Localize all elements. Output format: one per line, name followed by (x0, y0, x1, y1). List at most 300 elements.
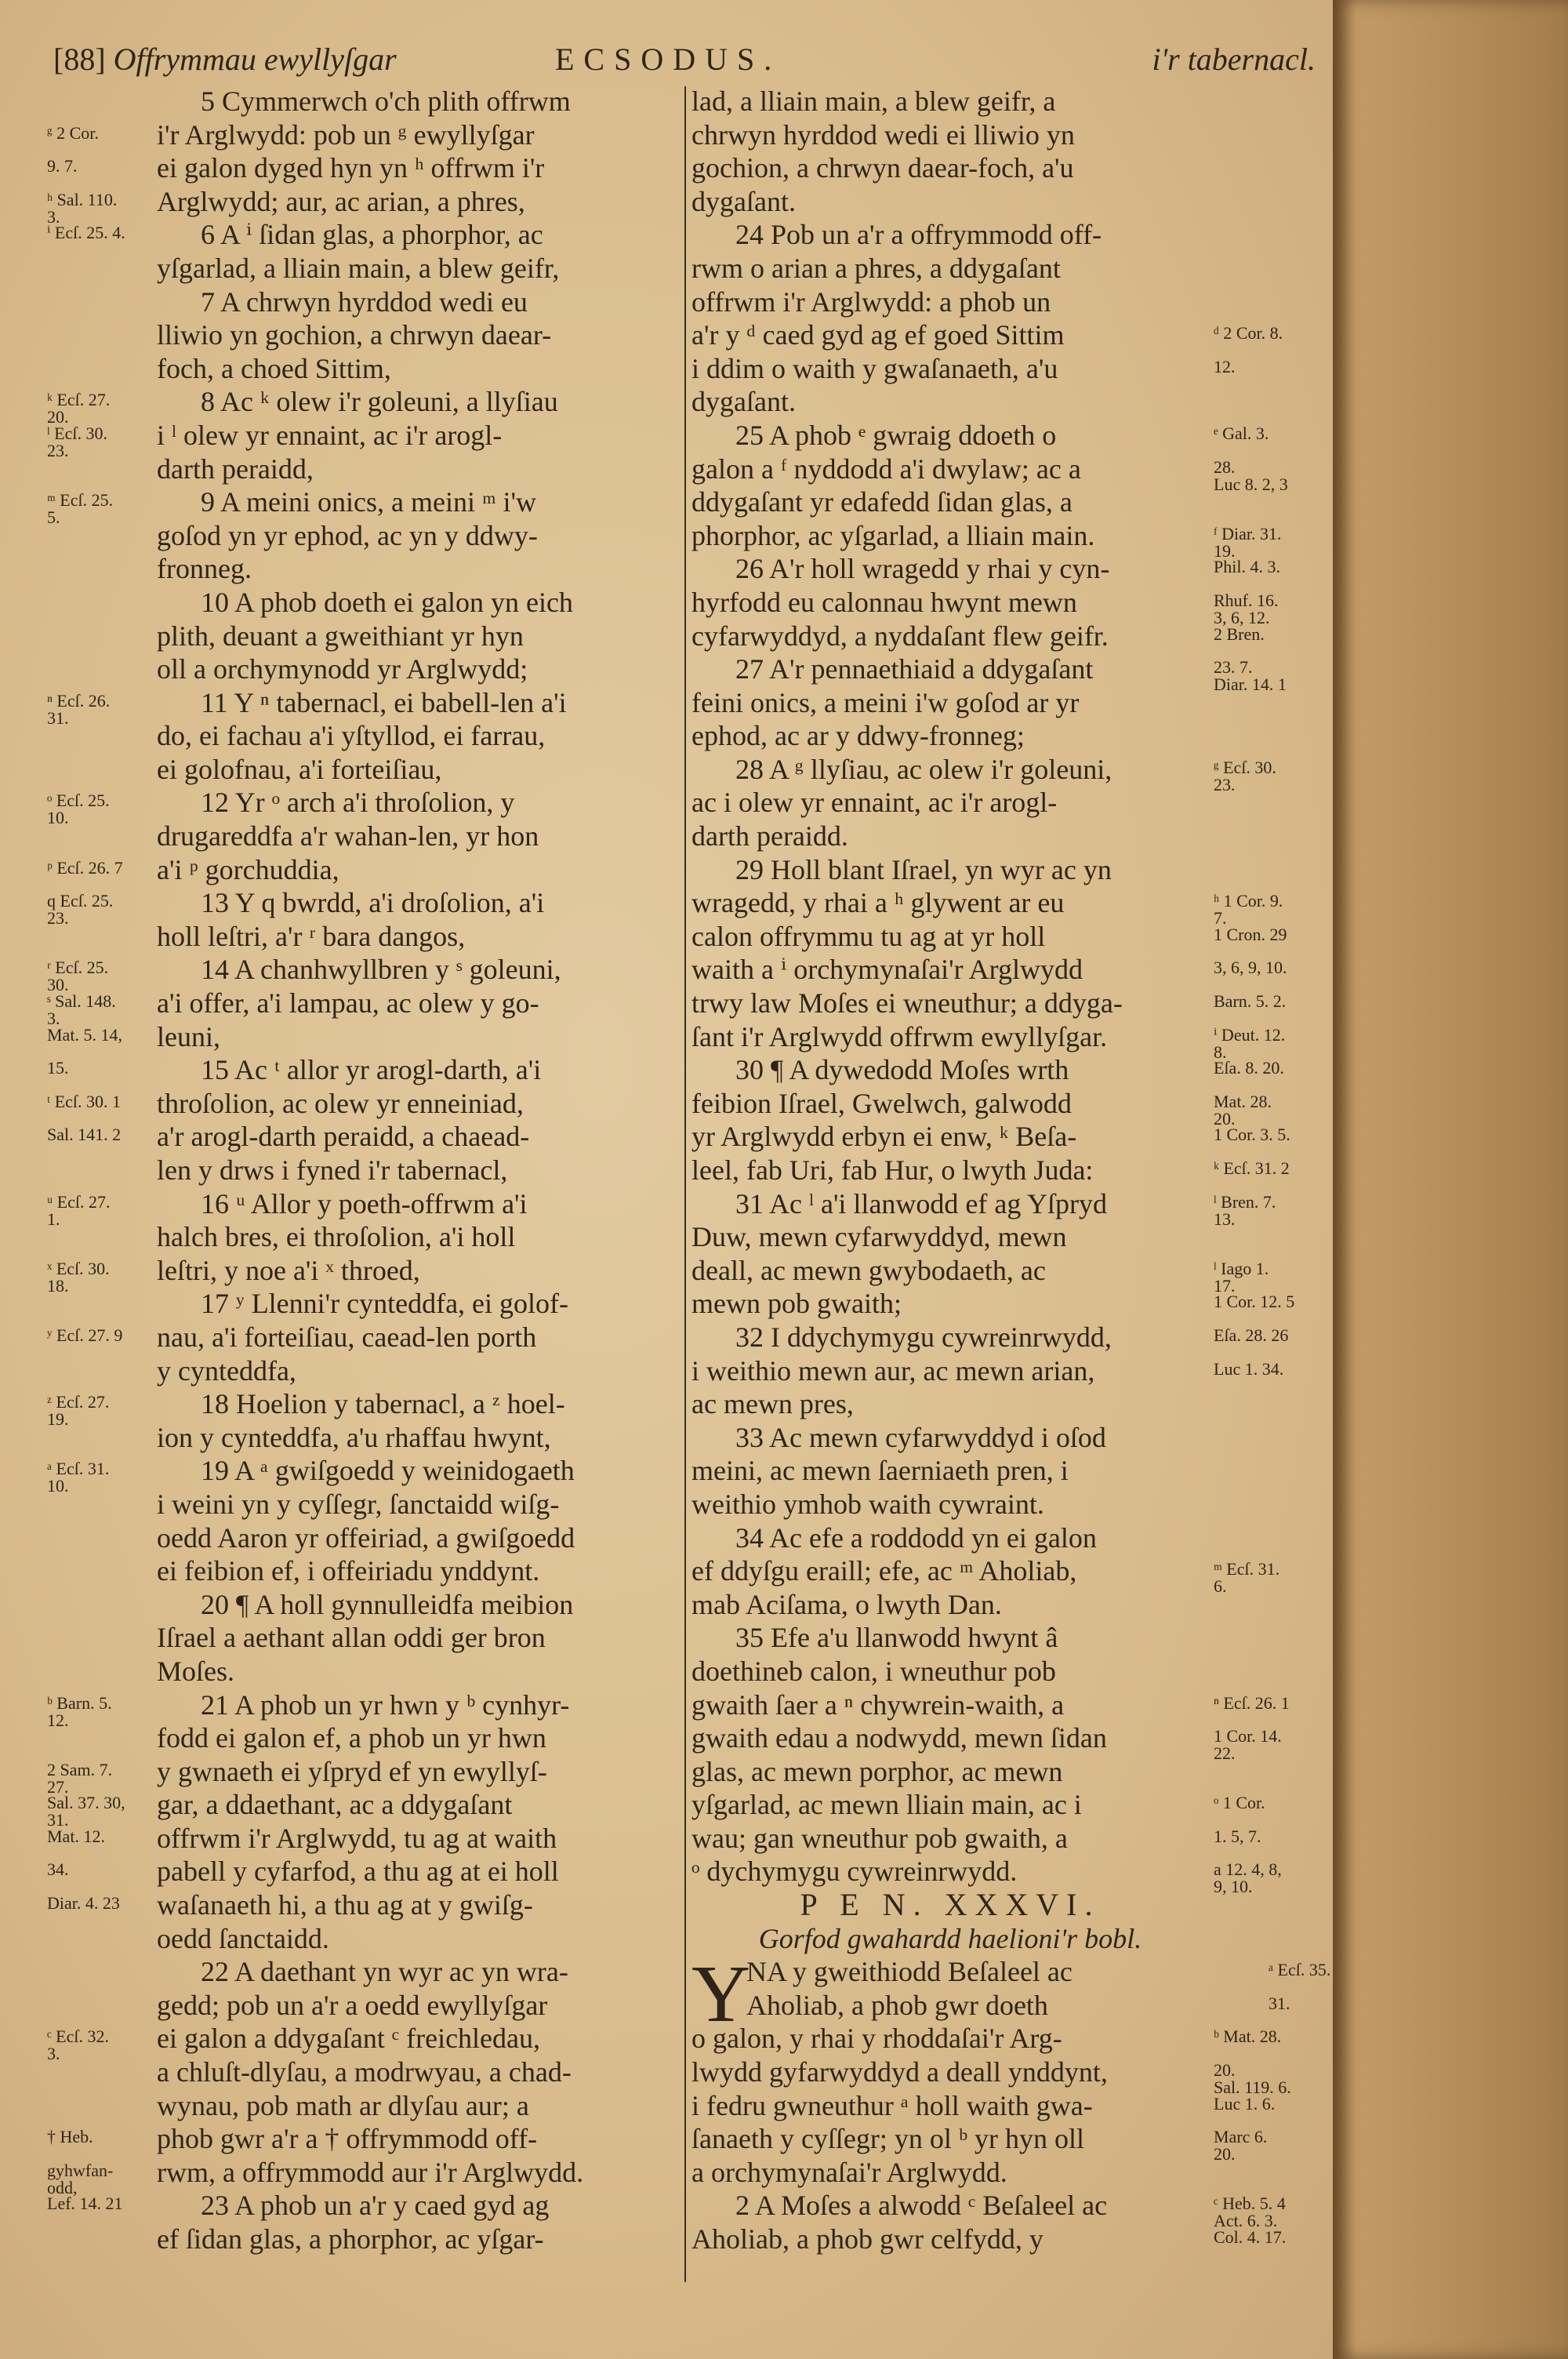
verse-line: 14 A chanhwyllbren y ˢ goleuni, (201, 954, 561, 986)
margin-reference (1209, 385, 1331, 419)
margin-reference: ᵈ 2 Cor. 8. (1214, 323, 1283, 343)
margin-reference (1209, 1888, 1331, 1922)
margin-reference: 2 Bren. (1214, 623, 1265, 644)
verse-line: 23 A phob un a'r y caed gyd ag (201, 2190, 550, 2222)
verse-line: hyrfodd eu calonnau hwynt mewn (691, 586, 1077, 618)
margin-reference (47, 1655, 157, 1688)
verse-line: wragedd, y rhai a ʰ glywent ar eu (691, 887, 1065, 919)
text-line (47, 185, 682, 227)
margin-reference (1209, 1922, 1331, 1956)
text-line (47, 1989, 682, 2023)
verse-line: leſtri, y noe a'i ˣ throed, (157, 1254, 420, 1286)
margin-reference: ᵖ Ecſ. 26. 7 (47, 857, 123, 878)
margin-reference (47, 820, 157, 853)
text-line (691, 1655, 1327, 1688)
text-line (47, 586, 682, 620)
chapter-summary: Gorfod gwahardd haelioni'r bobl. (758, 1922, 1142, 1954)
text-line (691, 1220, 1327, 1254)
verse-line: 16 ᵘ Allor y poeth-offrwm a'i (201, 1187, 528, 1219)
text-line (47, 1454, 682, 1496)
margin-reference: 1 Cron. 29 (1214, 924, 1287, 944)
verse-line: gwaith ſaer a ⁿ chywrein-waith, a (691, 1688, 1065, 1721)
verse-line: feini onics, a meini i'w goſod ar yr (691, 686, 1080, 718)
margin-reference (47, 453, 157, 486)
text-line (691, 1822, 1327, 1856)
text-line (691, 1788, 1327, 1822)
text-line (47, 953, 682, 995)
text-line (691, 586, 1327, 627)
margin-reference (47, 552, 157, 586)
margin-reference: 20. Sal. 119. 6. (1214, 2060, 1291, 2098)
verse-line: darth peraidd. (691, 820, 848, 852)
text-line (47, 1688, 682, 1730)
verse-line: rwm o arian a phres, a ddygaſant (691, 252, 1061, 284)
verse-line: 11 Y ⁿ tabernacl, ei babell-len a'i (201, 686, 567, 718)
margin-reference: ˡ Iago 1. 17. (1214, 1258, 1269, 1296)
text-line (47, 1655, 682, 1688)
margin-reference (47, 1989, 157, 2023)
verse-line: i fedru gwneuthur ᵃ holl waith gwa- (691, 2089, 1093, 2121)
margin-reference (1209, 1220, 1331, 1254)
verse-line: 27 A'r pennaethiaid a ddygaſant (735, 653, 1094, 685)
margin-reference: 34. (47, 1859, 69, 1880)
verse-line: waſanaeth hi, a thu ag at y gwiſg- (157, 1889, 533, 1921)
right-running-title: i'r tabernacl. (1152, 42, 1316, 77)
text-line (691, 285, 1327, 319)
text-line (691, 1488, 1327, 1521)
verse-line: 15 Ac ᵗ allor yr arogl-darth, a'i (201, 1054, 542, 1086)
margin-reference: ˡ Bren. 7. 13. (1214, 1191, 1276, 1229)
margin-reference (47, 1955, 157, 1989)
text-line (691, 1053, 1327, 1087)
margin-reference: ᵏ Ecſ. 27. 20. (47, 390, 111, 427)
verse-line: fronneg. (157, 553, 252, 585)
margin-reference (1209, 285, 1331, 319)
verse-line: 21 A phob un yr hwn y ᵇ cynhyr- (201, 1688, 570, 1721)
text-line (47, 1421, 682, 1455)
verse-line: do, ei fachau a'i yſtyllod, ei farrau, (157, 720, 546, 752)
text-line (47, 1120, 682, 1154)
margin-reference (1209, 85, 1331, 118)
margin-reference: Mat. 12. (47, 1826, 105, 1846)
verse-line: galon a ᶠ nyddodd a'i dwylaw; ac a (691, 453, 1081, 485)
verse-line: 9 A meini onics, a meini ᵐ i'w (201, 486, 537, 518)
text-line (47, 85, 682, 118)
text-line (47, 1755, 682, 1797)
verse-line: foch, a choed Sittim, (157, 352, 391, 384)
margin-reference: 1 Cor. 12. 5 (1214, 1292, 1295, 1312)
margin-reference (1209, 719, 1331, 753)
verse-line: 24 Pob un a'r a offrymmodd off- (735, 219, 1102, 251)
verse-line: ei golofnau, a'i forteiſiau, (157, 753, 442, 785)
margin-reference: Col. 4. 17. (1214, 2227, 1287, 2247)
margin-reference: a 12. 4, 8, 9, 10. (1214, 1859, 1282, 1897)
margin-reference (47, 285, 157, 319)
margin-reference (1209, 1621, 1331, 1655)
margin-reference (47, 1922, 157, 1956)
text-line (47, 285, 682, 319)
text-line (691, 2189, 1327, 2231)
text-line (47, 552, 682, 586)
text-line (691, 1154, 1327, 1187)
text-line (691, 1688, 1327, 1722)
text-line (691, 1187, 1327, 1229)
text-line (47, 1922, 682, 1956)
text-line (47, 2223, 682, 2256)
text-line (47, 2122, 682, 2156)
margin-reference (47, 920, 157, 954)
margin-reference: 3, 6, 9, 10. (1214, 958, 1287, 978)
right-column (691, 85, 1331, 2256)
text-line (47, 686, 682, 728)
verse-line: NA y gweithiodd Beſaleel ac (746, 1956, 1073, 1988)
verse-line: o galon, y rhai y rhoddaſai'r Arg- (691, 2023, 1062, 2055)
text-line (691, 1855, 1327, 1897)
verse-line: chrwyn hyrddod wedi ei lliwio yn (691, 118, 1075, 151)
margin-reference: ᵘ Ecſ. 27. 1. (47, 1191, 111, 1229)
verse-line: 10 A phob doeth ei galon yn eich (201, 586, 573, 618)
verse-line: oedd ſanctaidd. (157, 1922, 329, 1954)
verse-line: 17 ʸ Llenni'r cynteddfa, ei golof- (201, 1288, 569, 1320)
verse-line: Aholiab, a phob gwr doeth (746, 1989, 1048, 2021)
text-line (691, 2055, 1327, 2098)
verse-line: ephod, ac ar y ddwy-fronneg; (691, 720, 1025, 752)
text-line (47, 1521, 682, 1555)
text-line (691, 820, 1327, 853)
verse-line: a orchymynaſai'r Arglwydd. (691, 2156, 1007, 2188)
margin-reference (1209, 118, 1331, 152)
verse-line: ſanaeth y cyſſegr; yn ol ᵇ yr hyn oll (691, 2123, 1085, 2155)
margin-reference: Eſa. 28. 26 (1214, 1325, 1289, 1345)
margin-reference (47, 1621, 157, 1655)
margin-reference (47, 1287, 157, 1321)
text-line (691, 920, 1327, 954)
text-line (47, 151, 682, 185)
margin-reference (47, 652, 157, 686)
text-line (691, 886, 1327, 929)
margin-reference (47, 719, 157, 753)
text-line (691, 185, 1327, 219)
text-line (47, 1220, 682, 1254)
margin-reference (1209, 1387, 1331, 1421)
verse-line: i weini yn y cyſſegr, ſanctaidd wiſg- (157, 1488, 560, 1520)
margin-reference (47, 352, 157, 386)
verse-line: 30 ¶ A dywedodd Moſes wrth (735, 1054, 1069, 1086)
margin-reference (1209, 686, 1331, 720)
text-line (47, 519, 682, 553)
margin-reference: Eſa. 8. 20. (1214, 1058, 1284, 1078)
verse-line: a'r y ᵈ caed gyd ag ef goed Sittim (691, 319, 1065, 351)
page-number-text: [88] (53, 42, 106, 77)
margin-reference: ᵃ Ecſ. 31. 10. (47, 1459, 110, 1496)
text-line (691, 987, 1327, 1020)
margin-reference: 15. (47, 1058, 69, 1078)
margin-reference: ʰ Sal. 110. 3. (47, 189, 118, 227)
text-line (691, 753, 1327, 794)
margin-reference: 28. Luc 8. 2, 3 (1214, 456, 1288, 494)
verse-line: a'r arogl-darth peraidd, a chaead- (157, 1121, 530, 1153)
text-line (47, 1321, 682, 1354)
verse-line: lwydd gyfarwyddyd a deall ynddynt, (691, 2056, 1108, 2088)
text-line (691, 2223, 1327, 2256)
margin-reference (47, 252, 157, 285)
text-line (691, 1020, 1327, 1062)
text-line (47, 2089, 682, 2123)
verse-line: 35 Efe a'u llanwodd hwynt â (735, 1622, 1058, 1654)
verse-line: 34 Ac efe a roddodd yn ei galon (735, 1521, 1097, 1554)
verse-line: 8 Ac ᵏ olew i'r goleuni, a llyſiau (201, 386, 558, 418)
text-line (691, 419, 1327, 453)
margin-reference: ʸ Ecſ. 27. 9 (47, 1325, 123, 1345)
text-line (691, 485, 1327, 519)
text-line (691, 2156, 1327, 2190)
verse-line: gwaith edau a nodwydd, mewn ſidan (691, 1722, 1107, 1754)
text-line (691, 2022, 1327, 2055)
margin-reference (47, 318, 157, 352)
verse-line: calon offrymmu tu ag at yr holl (691, 920, 1046, 952)
text-line (691, 1554, 1327, 1597)
text-line (691, 519, 1327, 561)
text-line (47, 1554, 682, 1588)
text-line (47, 886, 682, 929)
margin-reference: 12. (1214, 356, 1236, 376)
text-line (691, 1621, 1327, 1655)
margin-reference (47, 519, 157, 553)
margin-reference: 31. (1269, 1993, 1290, 2013)
verse-line: y gwnaeth ei yſpryd ef yn ewyllyſ- (157, 1755, 547, 1787)
margin-reference (47, 1220, 157, 1254)
verse-line: a chluſt-dlyſau, a modrwyau, a chad- (157, 2056, 572, 2088)
margin-reference: Rhuf. 16. 3, 6, 12. (1214, 590, 1279, 627)
chapter-heading-row (691, 1888, 1327, 1922)
verse-line: a'i ᵖ gorchuddia, (157, 853, 339, 885)
text-line (691, 1588, 1327, 1622)
margin-reference: Sal. 141. 2 (47, 1125, 122, 1145)
margin-reference (47, 1154, 157, 1187)
verse-line: ddygaſant yr edafedd ſidan glas, a (691, 486, 1073, 518)
text-line (47, 920, 682, 954)
text-line (47, 1287, 682, 1321)
text-line (47, 2189, 682, 2223)
text-line (691, 686, 1327, 720)
verse-line: feibion Iſrael, Gwelwch, galwodd (691, 1087, 1072, 1119)
text-line (47, 620, 682, 653)
drop-cap: Y (691, 1949, 751, 2040)
margin-reference (1209, 485, 1331, 519)
margin-reference (1209, 853, 1331, 887)
text-line (691, 1521, 1327, 1555)
text-line (691, 1354, 1327, 1388)
text-line (47, 385, 682, 427)
margin-reference: gyhwfan- odd, (47, 2160, 114, 2197)
verse-line: dygaſant. (691, 185, 796, 217)
verse-line: 31 Ac ˡ a'i llanwodd ef ag Yſpryd (735, 1187, 1108, 1219)
text-line (691, 1755, 1327, 1789)
margin-reference: ᵗ Ecſ. 30. 1 (47, 1091, 122, 1111)
verse-line: pabell y cyfarfod, a thu ag at ei holl (157, 1856, 559, 1888)
text-line (47, 1788, 682, 1830)
verse-line: y cynteddfa, (157, 1354, 296, 1387)
text-line (691, 552, 1327, 586)
left-running-title: Offrymmau ewyllyſgar (113, 42, 397, 77)
verse-line: Arglwydd; aur, ac arian, a phres, (157, 185, 525, 217)
verse-line: Moſes. (157, 1655, 234, 1687)
margin-reference (1209, 218, 1331, 252)
text-line (47, 1855, 682, 1888)
book-title: ECSODUS. (555, 42, 782, 77)
margin-reference (1209, 252, 1331, 285)
margin-reference: Luc 1. 6. (1214, 2093, 1276, 2114)
margin-reference: ᶜ Heb. 5. 4 Act. 6. 3. (1214, 2194, 1286, 2231)
text-line (691, 1321, 1327, 1354)
text-line (691, 652, 1327, 695)
text-line (691, 1454, 1327, 1488)
margin-reference: Luc 1. 34. (1214, 1358, 1284, 1379)
text-line (691, 2122, 1327, 2165)
left-column (47, 85, 682, 2256)
verse-line: lad, a lliain main, a blew geifr, a (691, 85, 1056, 117)
margin-reference (1209, 1521, 1331, 1555)
verse-line: 26 A'r holl wragedd y rhai y cyn- (735, 553, 1110, 585)
margin-reference (47, 2055, 157, 2089)
margin-reference (1209, 151, 1331, 185)
margin-reference: Diar. 4. 23 (47, 1893, 120, 1914)
margin-reference: Mat. 28. 20. (1214, 1091, 1272, 1129)
margin-reference: ᶻ Ecſ. 27. 19. (47, 1392, 110, 1430)
margin-reference: 2 Sam. 7. 27. (47, 1759, 113, 1797)
margin-reference: ᵍ Ecſ. 30. 23. (1214, 757, 1276, 794)
margin-reference: ᵐ Ecſ. 25. 5. (47, 490, 114, 528)
verse-line: Iſrael a aethant allan oddi ger bron (157, 1622, 546, 1654)
verse-line: darth peraidd, (157, 453, 314, 485)
verse-line: plith, deuant a gweithiant yr hyn (157, 620, 524, 652)
verse-line: Aholiab, a phob gwr celfydd, y (691, 2223, 1044, 2255)
verse-line: i weithio mewn aur, ac mewn arian, (691, 1354, 1095, 1387)
verse-line: 32 I ddychymygu cywreinrwydd, (735, 1321, 1112, 1353)
verse-line: trwy law Moſes ei wneuthur; a ddyga- (691, 987, 1123, 1020)
margin-reference: Barn. 5. 2. (1214, 991, 1287, 1012)
margin-reference: † Heb. (47, 2127, 93, 2147)
verse-line: waith a ⁱ orchymynaſai'r Arglwydd (691, 954, 1083, 986)
text-line (691, 453, 1327, 494)
verse-line: gochion, a chrwyn daear-foch, a'u (691, 152, 1074, 184)
verse-line: ei feibion ef, i offeiriadu ynddynt. (157, 1555, 540, 1587)
margin-reference: ᶜ Ecſ. 32. 3. (47, 2026, 109, 2064)
text-line (691, 385, 1327, 419)
text-line (691, 1254, 1327, 1296)
margin-reference: ᵐ Ecſ. 31. 6. (1214, 1559, 1280, 1597)
running-header (53, 41, 1316, 80)
margin-reference: ᵇ Mat. 28. (1214, 2026, 1282, 2047)
text-line (691, 318, 1327, 352)
verse-line: 20 ¶ A holl gynnulleidfa meibion (201, 1588, 574, 1620)
verse-line: 25 A phob ᵉ gwraig ddoeth o (735, 419, 1057, 451)
text-line (47, 1621, 682, 1655)
margin-reference: ʰ 1 Cor. 9. 7. (1214, 891, 1283, 929)
text-line (47, 1387, 682, 1430)
text-line (691, 118, 1327, 152)
verse-line: leuni, (157, 1020, 220, 1052)
text-line (47, 352, 682, 386)
text-line (691, 719, 1327, 753)
verse-line: drugareddfa a'r wahan-len, yr hon (157, 820, 539, 852)
text-line (47, 419, 682, 460)
verse-line: offrwm i'r Arglwydd: a phob un (691, 285, 1051, 318)
margin-reference: ᶠ Diar. 31. 19. (1214, 523, 1282, 561)
margin-reference: ˢ Sal. 148. 3. (47, 991, 116, 1029)
verse-line: ef ſidan glas, a phorphor, ac yſgar- (157, 2223, 544, 2255)
margin-reference (47, 1588, 157, 1622)
verse-line: halch bres, ei throſolion, a'i holl (157, 1221, 516, 1253)
text-line (47, 853, 682, 887)
margin-reference (47, 85, 157, 118)
margin-reference: ⁿ Ecſ. 26. 31. (47, 690, 111, 728)
text-line (47, 1588, 682, 1622)
text-line (691, 218, 1327, 252)
verse-line: ef ddyſgu eraill; efe, ac ᵐ Aholiab, (691, 1555, 1077, 1587)
margin-reference: Mat. 5. 14, (47, 1024, 122, 1045)
column-divider (684, 86, 686, 2282)
verse-line: 12 Yr ᵒ arch a'i throſolion, y (201, 787, 515, 819)
text-line (691, 1989, 1327, 2023)
text-line (47, 1721, 682, 1755)
verse-line: wau; gan wneuthur pob gwaith, a (691, 1822, 1068, 1854)
text-line (691, 853, 1327, 887)
verse-line: 13 Y q bwrdd, a'i droſolion, a'i (201, 887, 545, 919)
margin-reference: Lef. 14. 21 (47, 2194, 123, 2214)
verse-line: mewn pob gwaith; (691, 1288, 902, 1320)
text-line (47, 1354, 682, 1388)
margin-reference (1209, 1588, 1331, 1622)
verse-line: doethineb calon, i wneuthur pob (691, 1655, 1056, 1687)
margin-reference (1209, 1755, 1331, 1789)
margin-reference (47, 1721, 157, 1755)
margin-reference: ᵍ 2 Cor. (47, 122, 99, 143)
verse-line: leel, fab Uri, fab Hur, o lwyth Juda: (691, 1154, 1094, 1186)
margin-reference: 1. 5, 7. (1214, 1826, 1261, 1846)
margin-reference: ᵇ Barn. 5. 12. (47, 1692, 112, 1730)
verse-line: oll a orchymynodd yr Arglwydd; (157, 653, 528, 685)
verse-line: ᵒ dychymygu cywreinrwydd. (691, 1856, 1018, 1888)
verse-line: yſgarlad, a lliain main, a blew geifr, (157, 252, 560, 284)
chapter-heading: P E N. XXXVI. (800, 1887, 1101, 1923)
text-line (47, 1955, 682, 1989)
margin-reference (1209, 1655, 1331, 1688)
margin-reference (47, 1421, 157, 1455)
text-line (691, 252, 1327, 285)
margin-reference (1209, 1454, 1331, 1488)
verse-line: 6 A ⁱ ſidan glas, a phorphor, ac (201, 219, 543, 251)
verse-line: 7 A chrwyn hyrddod wedi eu (201, 285, 528, 318)
margin-reference: Phil. 4. 3. (1214, 557, 1280, 577)
verse-line: rwm, a offrymmodd aur i'r Arglwydd. (157, 2156, 584, 2188)
margin-reference: ˣ Ecſ. 30. 18. (47, 1258, 110, 1296)
verse-line: wynau, pob math ar dlyſau aur; a (157, 2089, 529, 2121)
margin-reference (47, 2223, 157, 2256)
text-line (691, 786, 1327, 820)
margin-reference (1209, 185, 1331, 219)
text-line (47, 652, 682, 686)
verse-line: ac mewn pres, (691, 1388, 854, 1420)
verse-line: lliwio yn gochion, a chrwyn daear- (157, 319, 552, 351)
verse-line: ac i olew yr ennaint, ac i'r arogl- (691, 787, 1058, 819)
verse-line: offrwm i'r Arglwydd, tu ag at waith (157, 1822, 557, 1854)
text-line (691, 352, 1327, 386)
verse-line: Duw, mewn cyfarwyddyd, mewn (691, 1221, 1067, 1253)
text-line (47, 1087, 682, 1121)
margin-reference: q Ecſ. 25. 23. (47, 891, 114, 929)
verse-line: fodd ei galon ef, a phob un yr hwn (157, 1722, 546, 1754)
